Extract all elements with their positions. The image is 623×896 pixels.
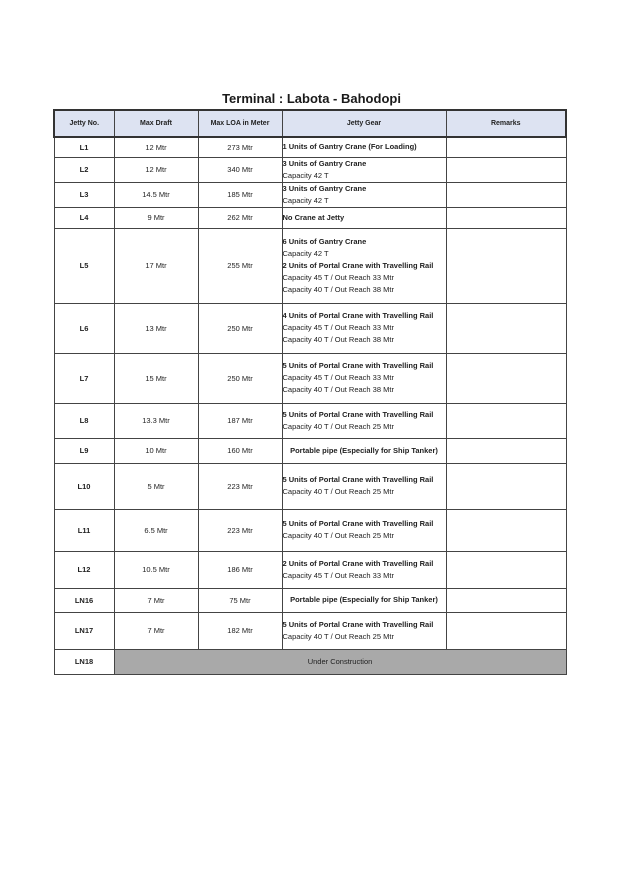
remarks-cell xyxy=(446,403,566,438)
max-loa-cell: 262 Mtr xyxy=(198,207,282,228)
jetty-gear-line: 6 Units of Gantry Crane xyxy=(282,236,367,246)
table-row xyxy=(54,438,566,463)
jetty-gear-line: 4 Units of Portal Crane with Travelling Rail xyxy=(282,311,434,320)
table-row xyxy=(54,207,566,228)
jetty-gear-line: 1 Units of Gantry Crane (For Loading) xyxy=(282,142,417,152)
max-draft-cell: 5 Mtr xyxy=(114,463,198,509)
max-draft-cell: 17 Mtr xyxy=(114,228,198,303)
header-jetty-no: Jetty No. xyxy=(54,110,114,137)
jetty-gear-line: Capacity 42 T xyxy=(282,248,329,258)
jetty-no-cell: L8 xyxy=(54,403,114,438)
max-draft-cell: 14.5 Mtr xyxy=(114,182,198,207)
max-draft-cell: 13 Mtr xyxy=(114,303,198,353)
jetty-no-cell: L10 xyxy=(54,463,114,509)
jetty-gear-line: Portable pipe (Especially for Ship Tanker) xyxy=(290,595,438,604)
jetty-gear-line: Capacity 42 T xyxy=(282,170,329,180)
jetty-no-cell: L3 xyxy=(54,182,114,207)
max-draft-cell: 6.5 Mtr xyxy=(114,509,198,551)
remarks-cell xyxy=(446,509,566,551)
jetty-no-cell: LN16 xyxy=(54,588,114,612)
table-row xyxy=(54,353,566,403)
jetty-gear-cell xyxy=(282,228,446,303)
under-construction-cell: Under Construction xyxy=(114,649,566,674)
table-row xyxy=(54,157,566,182)
header-remarks: Remarks xyxy=(446,110,566,137)
max-draft-cell: 15 Mtr xyxy=(114,353,198,403)
max-loa-cell: 255 Mtr xyxy=(198,228,282,303)
jetty-gear-cell xyxy=(282,612,446,649)
jetty-no-cell: L6 xyxy=(54,303,114,353)
jetty-gear-line: Capacity 40 T / Out Reach 25 Mtr xyxy=(282,531,394,540)
jetty-gear-line: 2 Units of Portal Crane with Travelling Rail xyxy=(282,260,434,270)
remarks-cell xyxy=(446,612,566,649)
max-draft-cell: 13.3 Mtr xyxy=(114,403,198,438)
max-draft-cell: 7 Mtr xyxy=(114,612,198,649)
remarks-cell xyxy=(446,353,566,403)
jetty-gear-cell xyxy=(282,137,446,157)
jetty-no-cell: L12 xyxy=(54,551,114,588)
jetty-gear-line: 3 Units of Gantry Crane xyxy=(282,158,367,168)
jetty-gear-line: Portable pipe (Especially for Ship Tanker) xyxy=(290,445,438,455)
jetty-gear-cell xyxy=(282,551,446,588)
jetty-gear-cell xyxy=(282,463,446,509)
max-draft-cell: 12 Mtr xyxy=(114,157,198,182)
jetty-gear-cell xyxy=(282,509,446,551)
jetty-no-cell: L11 xyxy=(54,509,114,551)
jetty-gear-line: Capacity 45 T / Out Reach 33 Mtr xyxy=(282,570,394,580)
jetty-gear-cell xyxy=(282,157,446,182)
max-loa-cell: 273 Mtr xyxy=(198,137,282,157)
jetty-gear-line: No Crane at Jetty xyxy=(282,212,345,222)
max-draft-cell: 7 Mtr xyxy=(114,588,198,612)
remarks-cell xyxy=(446,137,566,157)
jetty-no-cell: LN18 xyxy=(54,649,114,674)
jetty-gear-line: Capacity 40 T / Out Reach 25 Mtr xyxy=(282,421,394,431)
jetty-gear-cell xyxy=(282,438,446,463)
table-body xyxy=(54,137,566,674)
remarks-cell xyxy=(446,438,566,463)
max-loa-cell: 340 Mtr xyxy=(198,157,282,182)
jetty-gear-line: Capacity 42 T xyxy=(282,195,329,205)
remarks-cell xyxy=(446,463,566,509)
table-row xyxy=(54,551,566,588)
table-row xyxy=(54,509,566,551)
jetty-gear-cell xyxy=(282,403,446,438)
jetty-no-cell: L1 xyxy=(54,137,114,157)
jetty-gear-line: 5 Units of Portal Crane with Travelling Rail xyxy=(282,409,434,419)
max-draft-cell: 10 Mtr xyxy=(114,438,198,463)
jetty-no-cell: LN17 xyxy=(54,612,114,649)
max-loa-cell: 223 Mtr xyxy=(198,509,282,551)
jetty-gear-line: Capacity 40 T / Out Reach 25 Mtr xyxy=(282,487,394,496)
max-loa-cell: 185 Mtr xyxy=(198,182,282,207)
header-max-draft: Max Draft xyxy=(114,110,198,137)
jetty-gear-line: Capacity 45 T / Out Reach 33 Mtr xyxy=(282,272,394,282)
jetty-gear-cell xyxy=(282,353,446,403)
jetty-gear-line: 5 Units of Portal Crane with Travelling Rail xyxy=(282,475,434,484)
remarks-cell xyxy=(446,157,566,182)
max-loa-cell: 75 Mtr xyxy=(198,588,282,612)
jetty-gear-line: Capacity 40 T / Out Reach 25 Mtr xyxy=(282,631,394,641)
jetty-gear-line: 3 Units of Gantry Crane xyxy=(282,183,367,193)
max-draft-cell: 9 Mtr xyxy=(114,207,198,228)
jetty-no-cell: L2 xyxy=(54,157,114,182)
jetty-gear-line: Capacity 40 T / Out Reach 38 Mtr xyxy=(282,284,394,294)
remarks-cell xyxy=(446,551,566,588)
max-loa-cell: 223 Mtr xyxy=(198,463,282,509)
max-loa-cell: 187 Mtr xyxy=(198,403,282,438)
jetty-gear-line: 5 Units of Portal Crane with Travelling Rail xyxy=(282,361,434,370)
jetty-gear-line: Capacity 45 T / Out Reach 33 Mtr xyxy=(282,373,394,382)
table-row xyxy=(54,228,566,303)
max-loa-cell: 182 Mtr xyxy=(198,612,282,649)
jetty-gear-line: 2 Units of Portal Crane with Travelling Rail xyxy=(282,558,434,568)
jetty-gear-cell xyxy=(282,303,446,353)
jetty-gear-line: 5 Units of Portal Crane with Travelling Rail xyxy=(282,619,434,629)
jetty-gear-cell xyxy=(282,207,446,228)
page-title: Terminal : Labota - Bahodopi xyxy=(222,91,401,106)
table-row xyxy=(54,182,566,207)
max-loa-cell: 186 Mtr xyxy=(198,551,282,588)
table-row xyxy=(54,137,566,157)
remarks-cell xyxy=(446,588,566,612)
max-draft-cell: 12 Mtr xyxy=(114,137,198,157)
jetty-gear-cell xyxy=(282,588,446,612)
max-loa-cell: 250 Mtr xyxy=(198,353,282,403)
max-loa-cell: 250 Mtr xyxy=(198,303,282,353)
table-row xyxy=(54,303,566,353)
jetty-no-cell: L7 xyxy=(54,353,114,403)
remarks-cell xyxy=(446,207,566,228)
remarks-cell xyxy=(446,228,566,303)
table-row xyxy=(54,463,566,509)
jetty-table xyxy=(53,109,567,675)
jetty-gear-cell xyxy=(282,182,446,207)
jetty-gear-line: Capacity 40 T / Out Reach 38 Mtr xyxy=(282,385,394,394)
jetty-gear-line: Capacity 40 T / Out Reach 38 Mtr xyxy=(282,335,394,344)
jetty-gear-line: 5 Units of Portal Crane with Travelling Rail xyxy=(282,519,434,528)
header-max-loa: Max LOA in Meter xyxy=(198,110,282,137)
jetty-no-cell: L9 xyxy=(54,438,114,463)
table-row xyxy=(54,403,566,438)
header-row xyxy=(54,110,566,137)
header-jetty-gear: Jetty Gear xyxy=(282,110,446,137)
table-row-under-construction xyxy=(54,649,566,674)
remarks-cell xyxy=(446,303,566,353)
table-row xyxy=(54,588,566,612)
remarks-cell xyxy=(446,182,566,207)
max-loa-cell: 160 Mtr xyxy=(198,438,282,463)
jetty-no-cell: L4 xyxy=(54,207,114,228)
jetty-no-cell: L5 xyxy=(54,228,114,303)
jetty-gear-line: Capacity 45 T / Out Reach 33 Mtr xyxy=(282,323,394,332)
table-row xyxy=(54,612,566,649)
max-draft-cell: 10.5 Mtr xyxy=(114,551,198,588)
